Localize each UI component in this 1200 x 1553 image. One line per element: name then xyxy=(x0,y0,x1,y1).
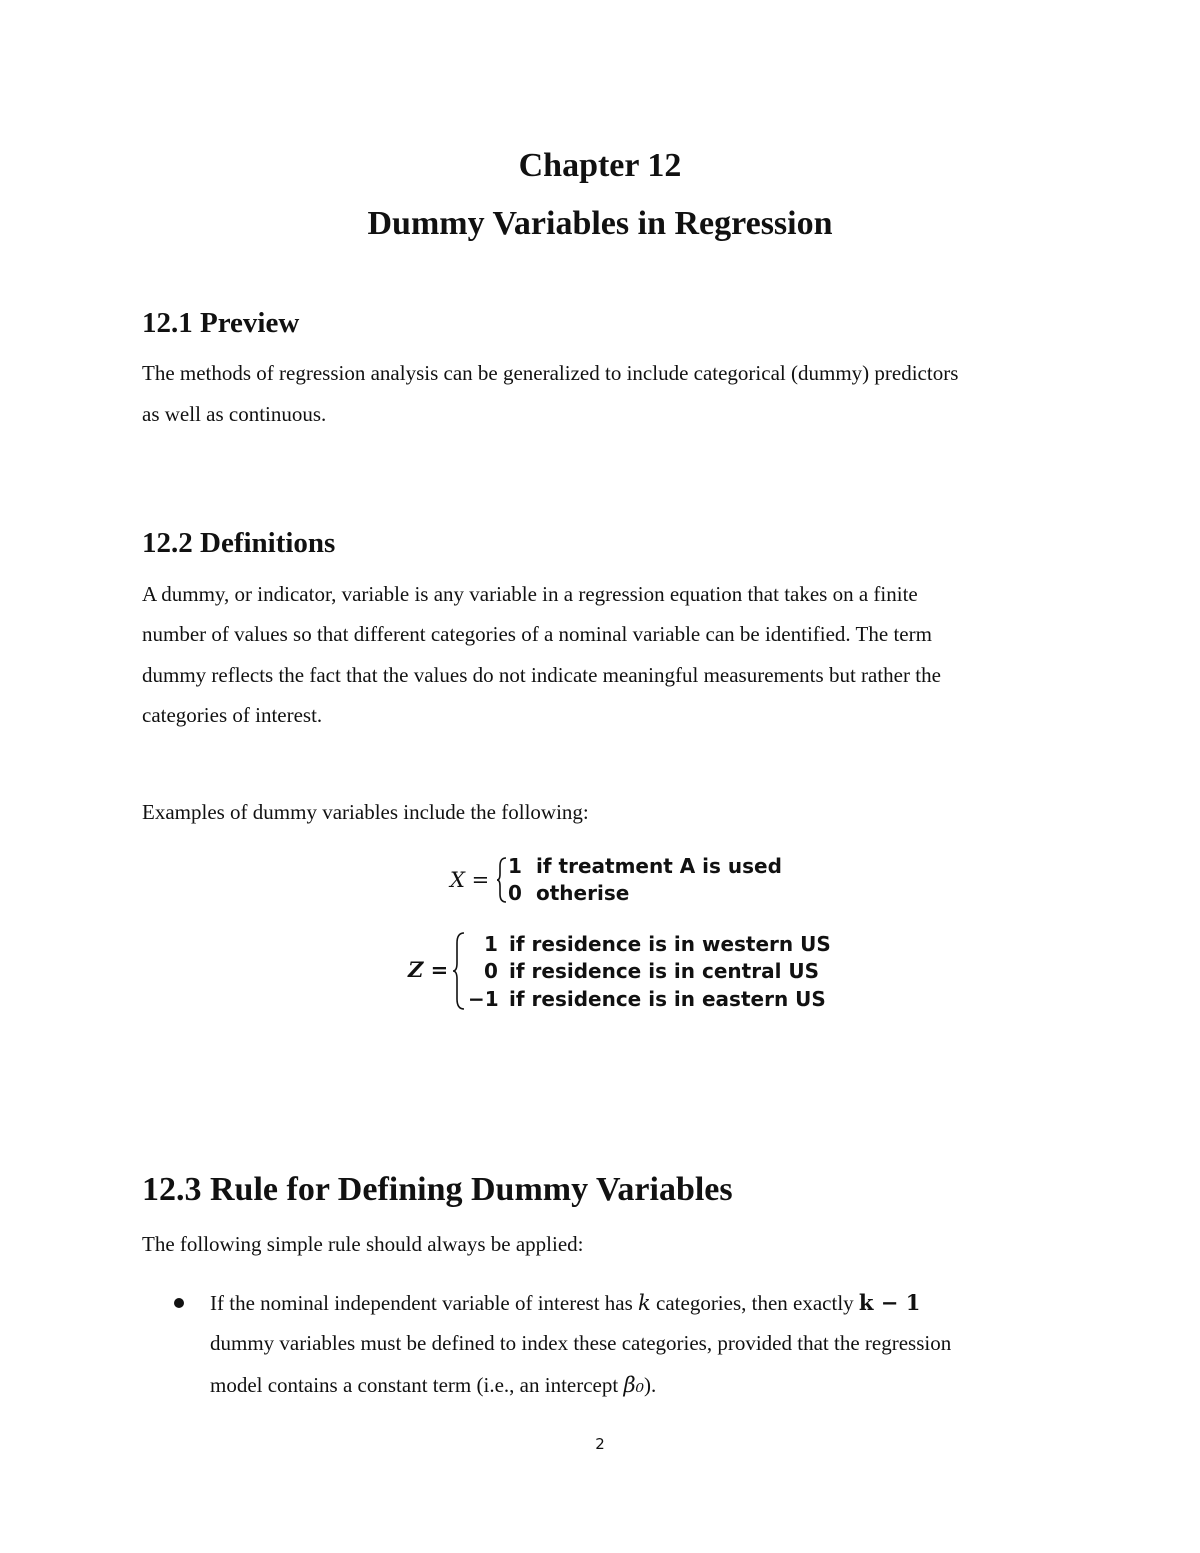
rule-bullet-line-1 xyxy=(210,1290,920,1316)
definitions-line-1: A dummy, or indicator, variable is any variable in a regression equation that takes on a finite xyxy=(142,582,918,606)
equation-x-case2-value: 0 xyxy=(508,881,522,905)
equation-z-case1-condition: if residence is in western US xyxy=(509,932,831,956)
rule-bullet-line-3 xyxy=(210,1372,656,1398)
chapter-subtitle: Dummy Variables in Regression xyxy=(367,205,833,242)
rule-bullet-line1-mid: categories, then exactly xyxy=(650,1291,859,1315)
preview-line-1: The methods of regression analysis can be generalized to include categorical (dummy) predictors xyxy=(142,361,959,385)
rule-bullet-line1-prefix: If the nominal independent variable of interest has xyxy=(210,1291,639,1315)
definitions-line-2: number of values so that different categories of a nominal variable can be identified. The term xyxy=(142,622,932,646)
equation-z-case3-condition: if residence is in eastern US xyxy=(509,987,826,1011)
equation-z-case2-condition: if residence is in central US xyxy=(509,959,820,983)
section-heading-preview: 12.1 Preview xyxy=(142,307,300,339)
left-brace-icon xyxy=(452,931,466,1011)
equation-z-case3-value: −1 xyxy=(468,987,499,1011)
equation-x-case1-value: 1 xyxy=(508,854,522,878)
chapter-title: Chapter 12 xyxy=(518,147,682,184)
examples-intro: Examples of dummy variables include the following: xyxy=(142,800,589,824)
rule-intro: The following simple rule should always be applied: xyxy=(142,1232,584,1256)
page-number: 2 xyxy=(595,1435,605,1453)
section-heading-definitions: 12.2 Definitions xyxy=(142,527,336,559)
equation-z xyxy=(408,929,831,1015)
equation-x-lhs: X = xyxy=(450,868,490,892)
left-brace-icon xyxy=(496,856,508,904)
rule-bullet-line-2: dummy variables must be defined to index these categories, provided that the regression xyxy=(210,1331,952,1355)
equation-z-case2-value: 0 xyxy=(484,959,498,983)
math-beta-zero: β₀ xyxy=(623,1373,644,1397)
rule-bullet-line3-suffix: ). xyxy=(644,1373,657,1397)
rule-bullet-line3-prefix: model contains a constant term (i.e., an intercept xyxy=(210,1373,624,1397)
math-k: k xyxy=(638,1291,651,1315)
preview-line-2: as well as continuous. xyxy=(142,402,327,426)
equation-z-lhs: Z = xyxy=(408,957,449,982)
definitions-line-3: dummy reflects the fact that the values do not indicate meaningful measurements but rather the xyxy=(142,663,941,687)
equation-x xyxy=(450,852,782,908)
section-heading-rule: 12.3 Rule for Defining Dummy Variables xyxy=(142,1171,733,1208)
equation-x-case1-condition: if treatment A is used xyxy=(536,854,782,878)
equation-x-case2-condition: otherise xyxy=(536,881,630,905)
equation-z-case1-value: 1 xyxy=(484,932,498,956)
definitions-line-4: categories of interest. xyxy=(142,703,323,727)
bullet-icon xyxy=(174,1298,184,1308)
math-k-minus-1: k − 1 xyxy=(858,1290,921,1315)
